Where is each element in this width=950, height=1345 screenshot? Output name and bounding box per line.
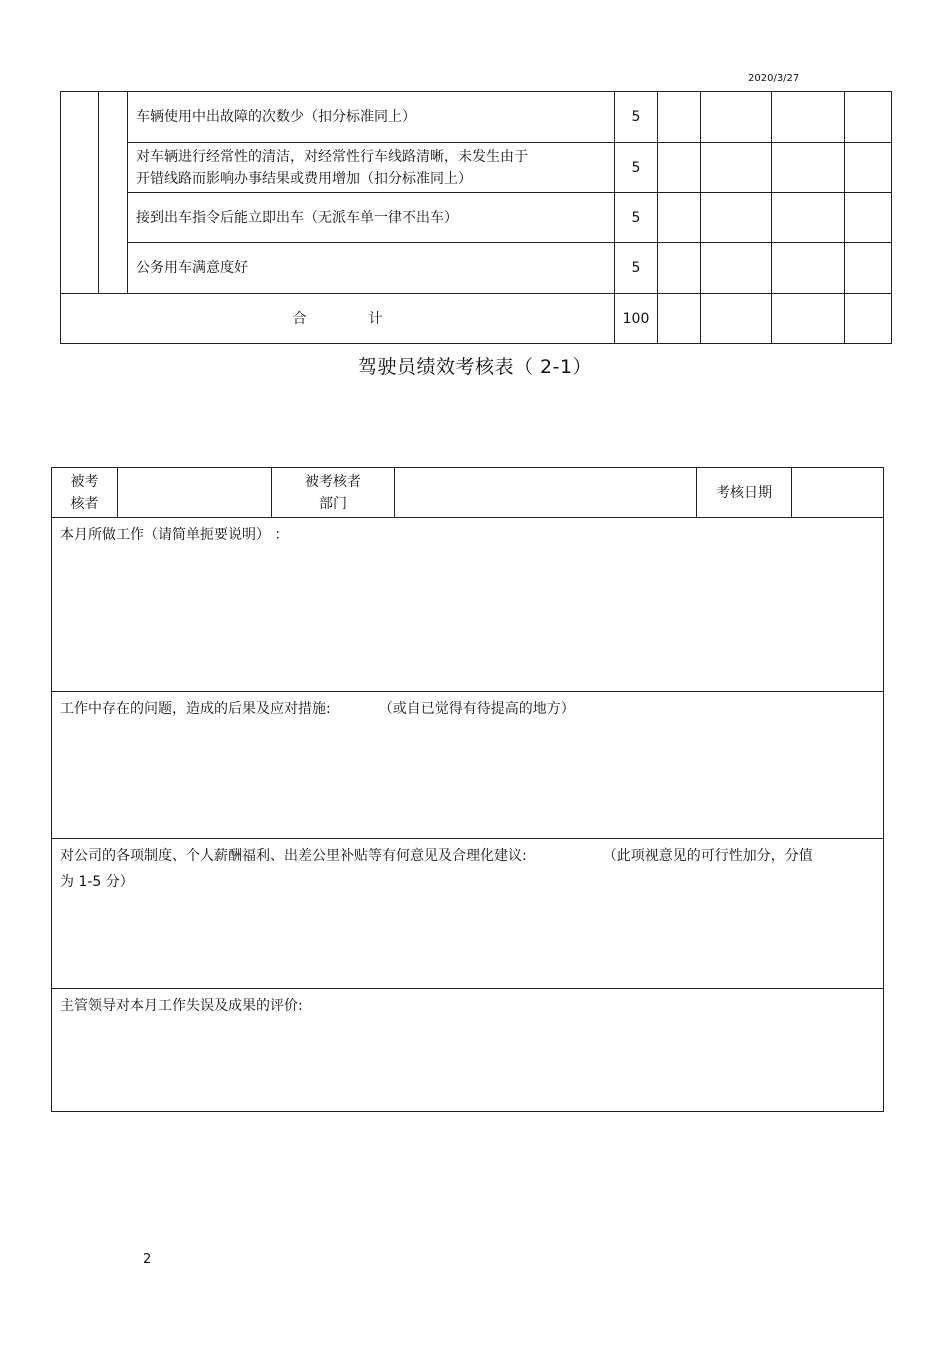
score-cell: 5 [615,143,658,193]
empty-cell[interactable] [772,294,845,344]
score-cell: 5 [615,92,658,143]
section-row [52,518,884,692]
empty-cell[interactable] [845,92,892,143]
empty-cell[interactable] [845,143,892,193]
total-row [61,294,892,344]
total-label: 计 [368,310,383,327]
criteria-cell [128,143,615,193]
table-row [61,92,892,143]
empty-cell[interactable] [658,143,701,193]
supervisor-evaluation-section[interactable] [52,989,884,1112]
empty-cell[interactable] [845,193,892,243]
problems-section[interactable] [52,692,884,839]
total-label-cell [61,294,615,344]
category-cell [61,92,99,294]
score-table [60,91,892,344]
total-label: 合 [292,310,307,327]
empty-cell[interactable] [701,193,772,243]
suggestions-section[interactable] [52,839,884,989]
examinee-label [52,468,118,518]
section-label-part: 对公司的各项制度、个人薪酬福利、出差公里补贴等有何意见及合理化建议: [60,848,527,864]
empty-cell[interactable] [701,294,772,344]
monthly-work-section[interactable] [52,518,884,692]
examinee-name-field[interactable] [118,468,272,518]
section-label-part: 工作中存在的问题，造成的后果及应对措施: [60,701,331,717]
page-number: 2 [143,1252,152,1267]
empty-cell[interactable] [772,92,845,143]
table-row [61,143,892,193]
section-label: 本月所做工作（请简单扼要说明） ： [60,527,289,543]
empty-cell[interactable] [772,193,845,243]
info-row [52,468,884,518]
table-row [61,193,892,243]
empty-cell[interactable] [701,243,772,294]
section-row [52,989,884,1112]
empty-cell[interactable] [845,294,892,344]
empty-cell[interactable] [658,193,701,243]
empty-cell[interactable] [845,243,892,294]
department-field[interactable] [395,468,697,518]
print-date: 2020/3/27 [748,73,800,84]
score-cell: 5 [615,243,658,294]
empty-cell[interactable] [658,92,701,143]
criteria-line: 对车辆进行经常性的清洁，对经常性行车线路清晰，未发生由于 [136,148,528,165]
section-row [52,692,884,839]
date-label: 考核日期 [697,468,792,518]
section-label [60,843,875,869]
criteria-cell: 车辆使用中出故障的次数少（扣分标准同上） [128,92,615,143]
empty-cell[interactable] [658,243,701,294]
section-label-part: （或自已觉得有待提高的地方） [378,701,575,717]
date-field[interactable] [792,468,884,518]
label-line: 核者 [70,495,99,512]
criteria-line: 开错线路而影响办事结果或费用增加（扣分标准同上） [136,170,472,187]
empty-cell[interactable] [658,294,701,344]
label-line: 被考 [70,473,99,490]
evaluation-form [51,467,884,1112]
table-row [61,243,892,294]
section-row [52,839,884,989]
label-line: 被考核者 [305,473,361,490]
subcategory-cell [99,92,128,294]
label-line: 部门 [319,495,347,512]
empty-cell[interactable] [772,143,845,193]
empty-cell[interactable] [772,243,845,294]
empty-cell[interactable] [701,92,772,143]
criteria-cell: 公务用车满意度好 [128,243,615,294]
score-cell: 5 [615,193,658,243]
section-label [60,696,875,722]
department-label [272,468,395,518]
criteria-cell: 接到出车指令后能立即出车（无派车单一律不出车） [128,193,615,243]
section-label-continued: 为 1-5 分） [60,874,134,890]
section-label-part: （此项视意见的可行性加分，分值 [602,848,813,864]
empty-cell[interactable] [701,143,772,193]
form-title: 驾驶员绩效考核表（ 2-1） [357,356,593,378]
total-score-cell: 100 [615,294,658,344]
section-label: 主管领导对本月工作失误及成果的评价: [60,998,303,1014]
